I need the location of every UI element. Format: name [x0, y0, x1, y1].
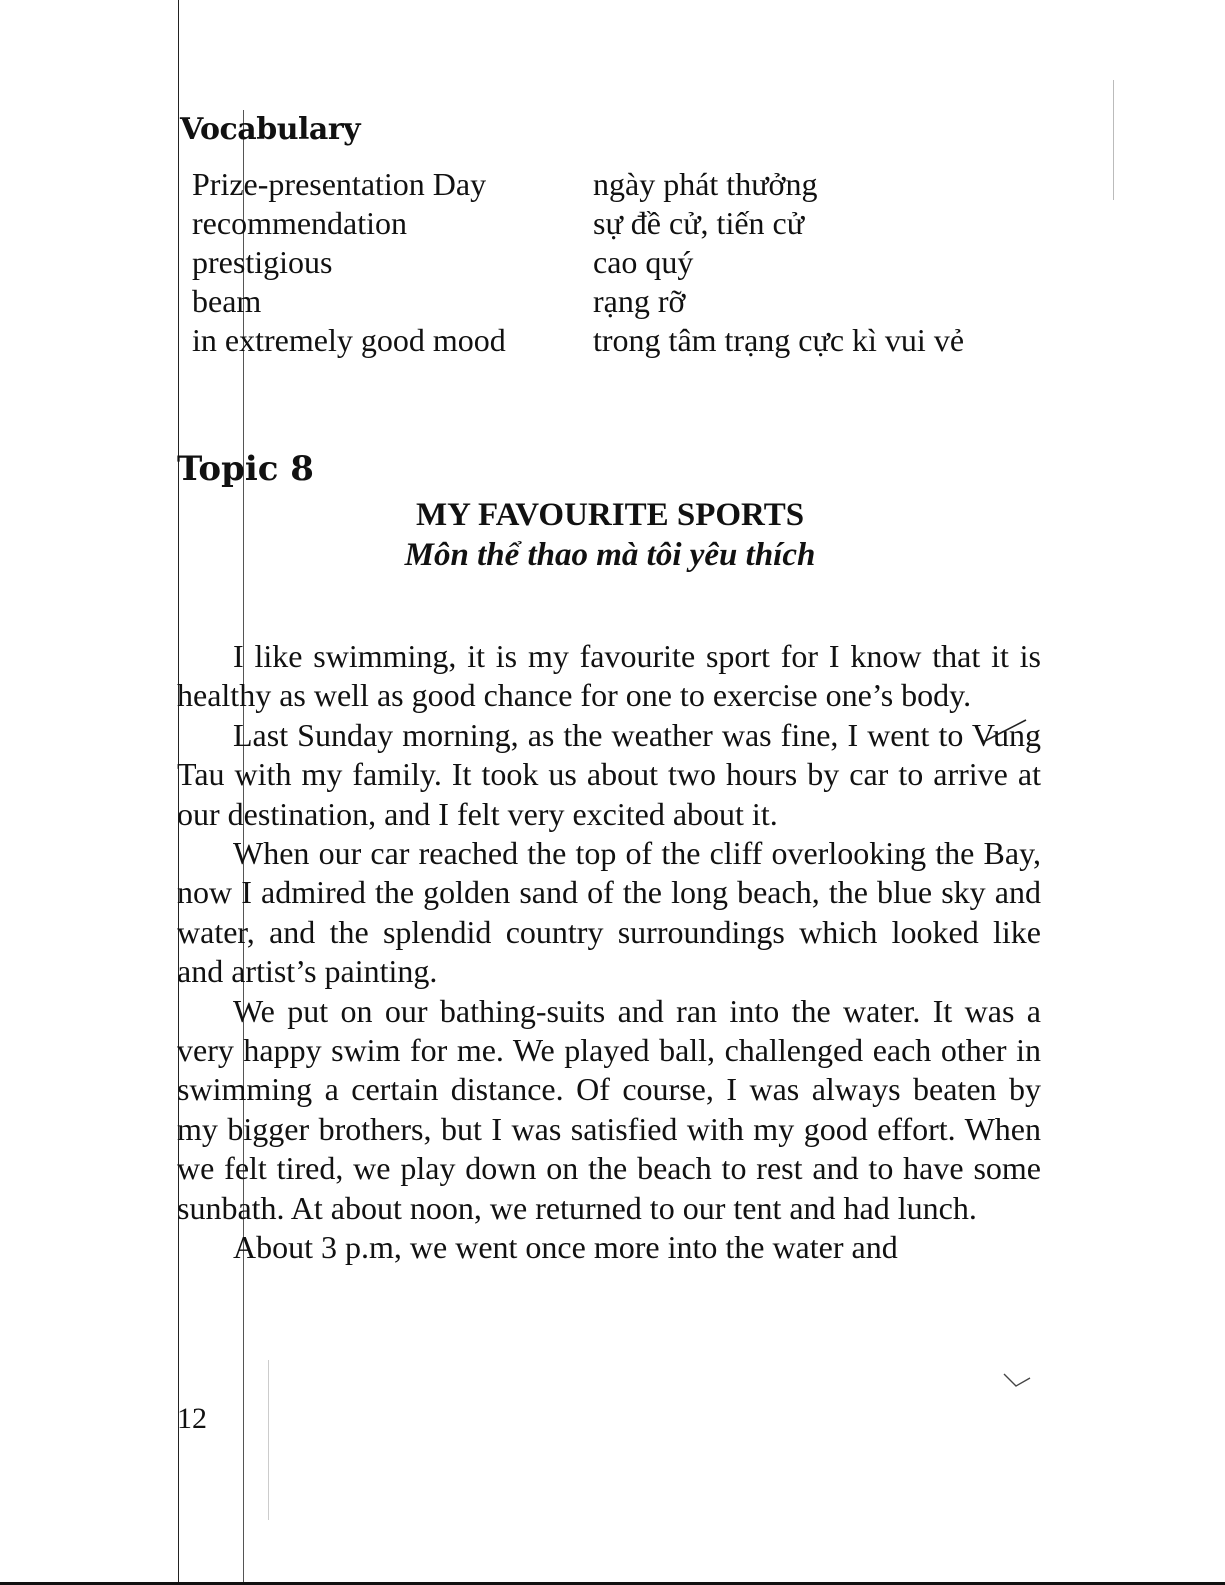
vocabulary-term: beam — [192, 283, 262, 319]
story-paragraph: Last Sunday morning, as the weather was fine, I went to Vung Tau with my family. It took us about two hours by car to arrive at our destination, and I felt very excited about it. — [177, 716, 1041, 832]
topic-label: Topic 8 — [177, 449, 314, 489]
vocabulary-list — [192, 165, 1042, 360]
story-paragraph: About 3 p.m, we went once more into the water and — [233, 1229, 898, 1266]
scan-faint-mark — [268, 1360, 269, 1520]
story-paragraph: We put on our bathing-suits and ran into the water. It was a very happy swim for me. We played ball, challenged each other in swimming a certain distance. Of course, I was always beaten by my bigger brothers, but I was satisfied with my good effort. When we felt tired, we play down on the beach to rest and to have some sunbath. At about noon, we returned to our tent and had lunch. — [177, 992, 1041, 1226]
vocabulary-term: Prize-presentation Day — [192, 166, 487, 202]
vocabulary-heading: Vocabulary — [180, 112, 361, 147]
vocabulary-row — [192, 321, 1042, 360]
pen-mark — [980, 716, 1030, 746]
vocabulary-meaning: ngày phát thưởng — [593, 166, 818, 202]
vocabulary-term: prestigious — [192, 244, 333, 280]
vocabulary-row — [192, 165, 1042, 204]
vocabulary-term: recommendation — [192, 205, 408, 241]
topic-title-vietnamese: Môn thể thao mà tôi yêu thích — [404, 537, 816, 573]
scan-margin-mark — [1113, 80, 1114, 200]
vocabulary-row — [192, 282, 1042, 321]
pen-mark — [1000, 1370, 1034, 1392]
vocabulary-row — [192, 204, 1042, 243]
vocabulary-meaning: sự đề cử, tiến cử — [593, 205, 805, 241]
story-body — [177, 637, 1041, 1268]
vocabulary-meaning: rạng rỡ — [593, 283, 686, 319]
topic-title-english: MY FAVOURITE SPORTS — [415, 497, 805, 533]
vocabulary-row — [192, 243, 1042, 282]
page-number: 12 — [177, 1402, 207, 1435]
vocabulary-meaning: cao quý — [593, 244, 694, 280]
story-paragraph: When our car reached the top of the cliff overlooking the Bay, now I admired the golden sand of the long beach, the blue sky and water, and the splendid country surroundings which looked like and artist’s painting. — [177, 835, 1041, 990]
vocabulary-term: in extremely good mood — [192, 322, 506, 358]
vocabulary-meaning: trong tâm trạng cực kì vui vẻ — [593, 322, 965, 358]
story-paragraph: I like swimming, it is my favourite sport for I know that it is healthy as well as good chance for one to exercise one’s body. — [177, 638, 1041, 714]
